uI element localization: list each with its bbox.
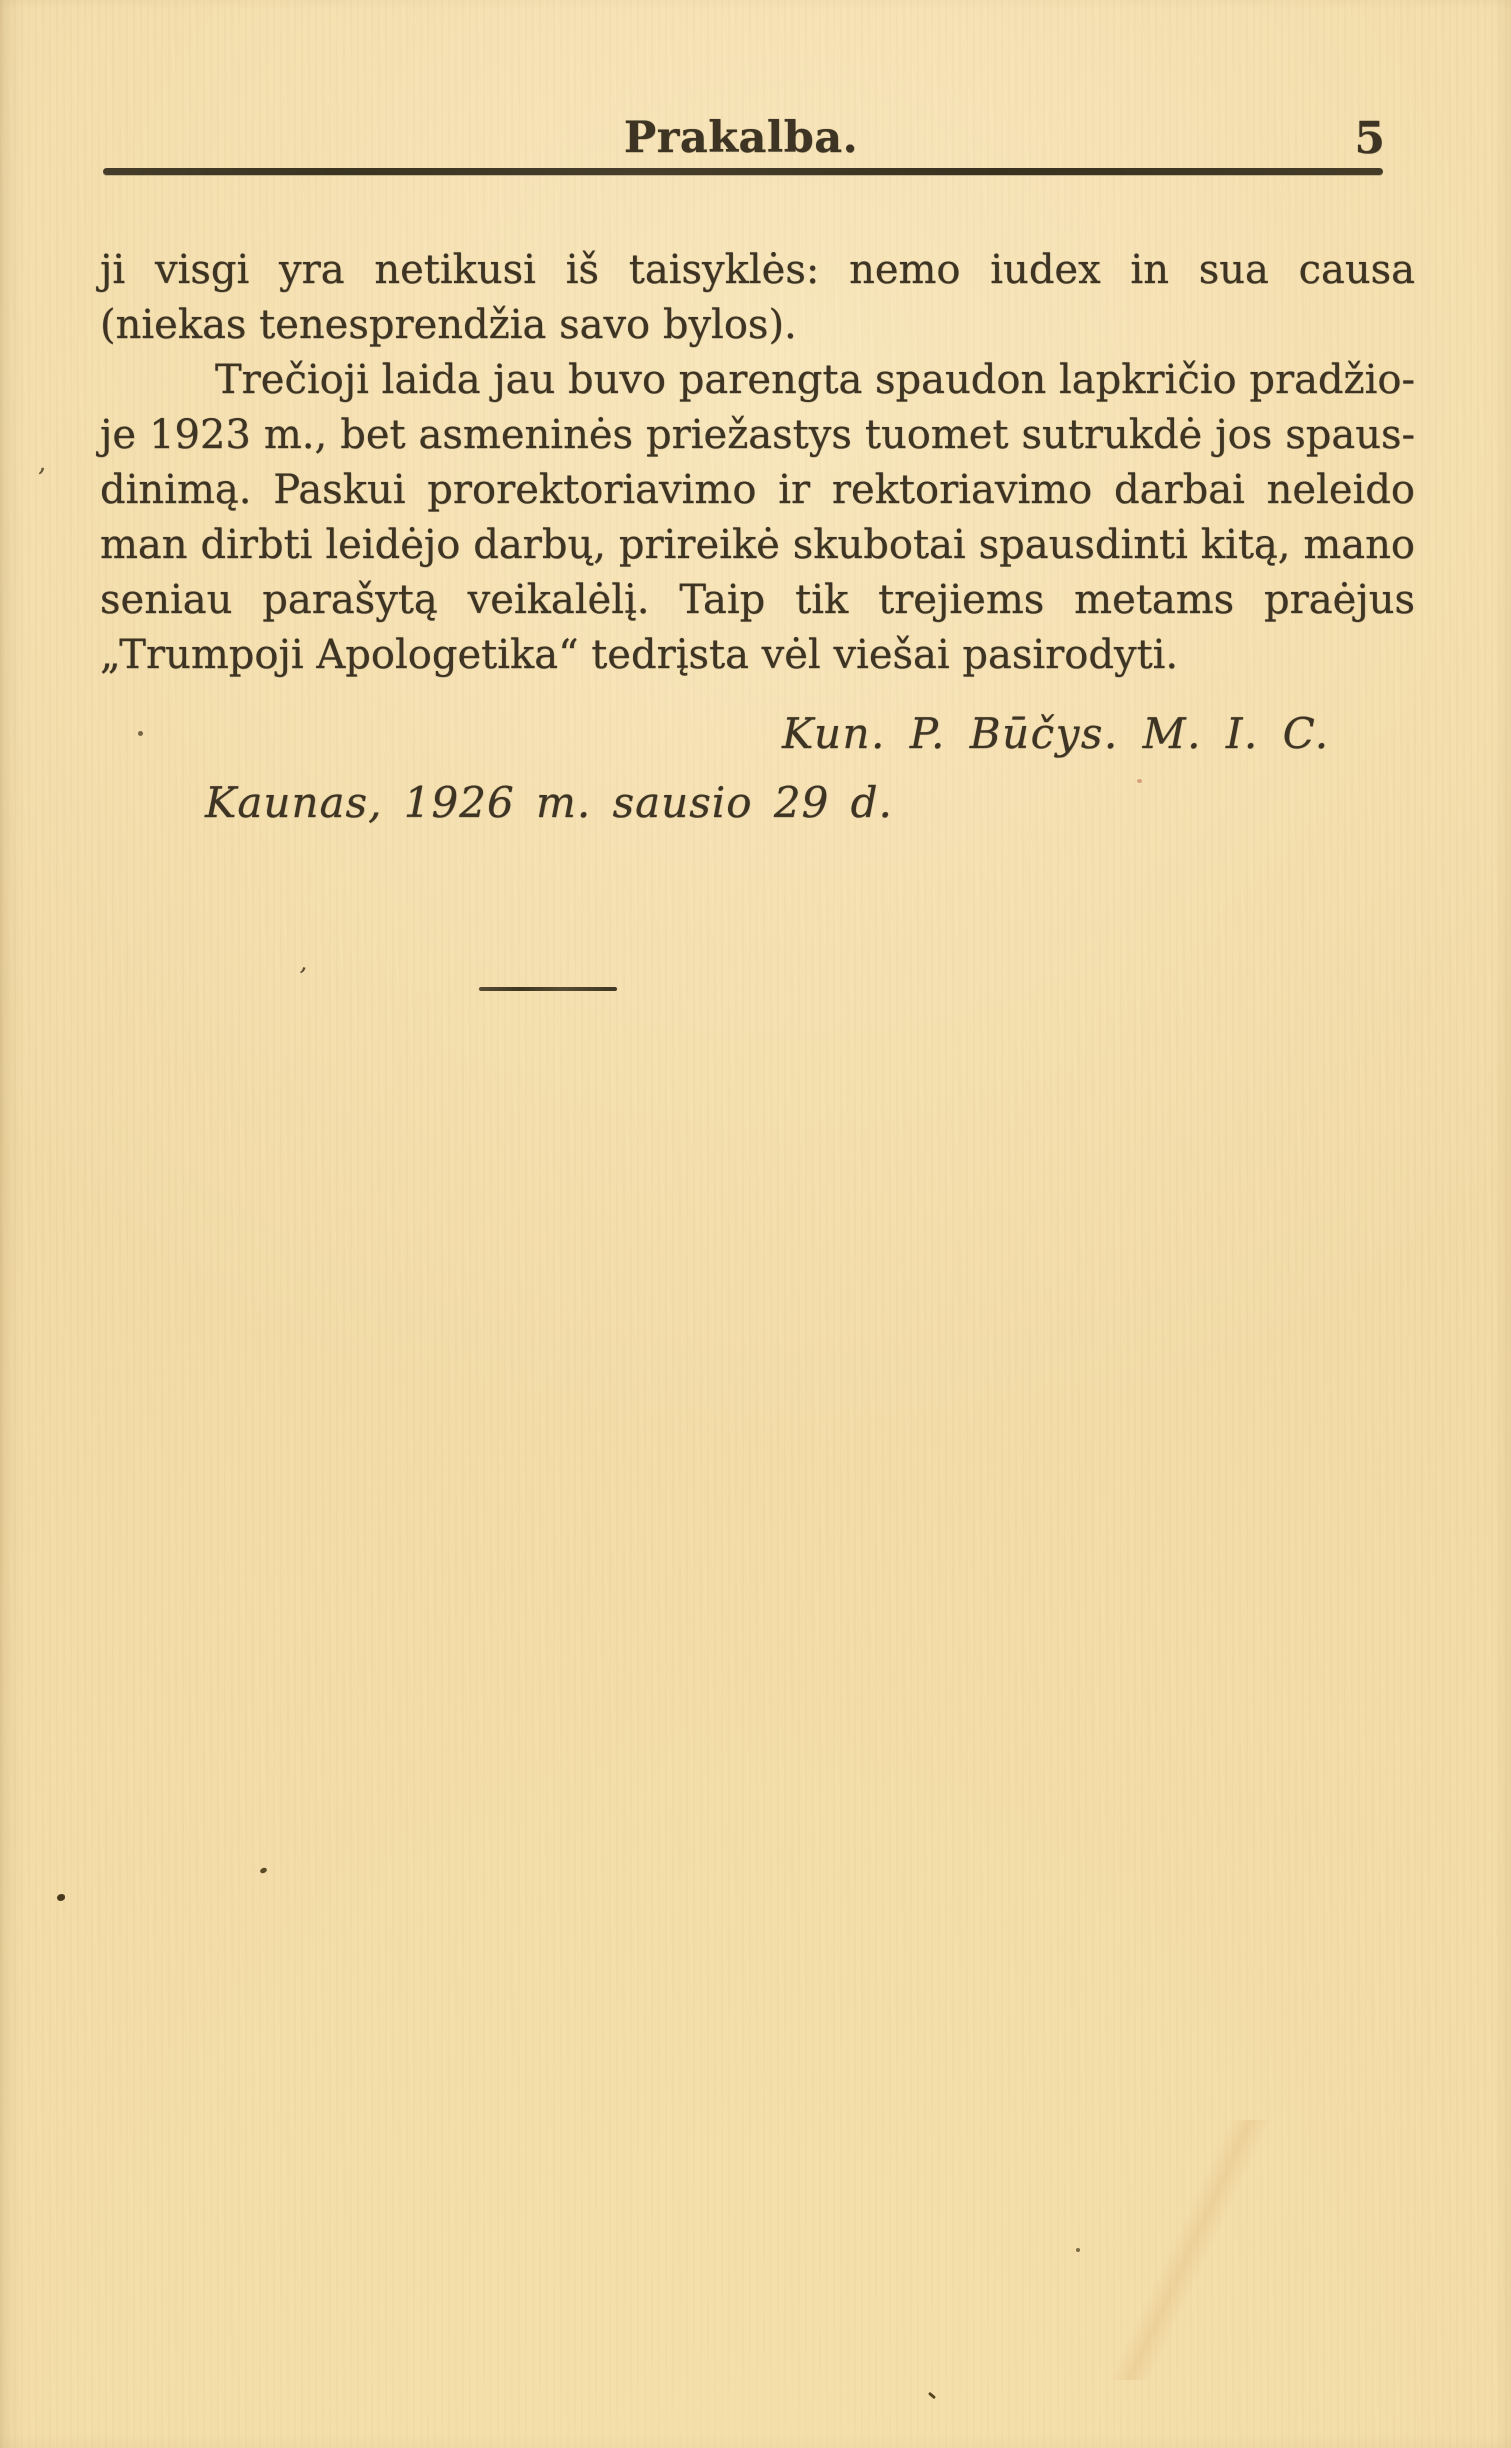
text-line-content: dinimą. Paskui prorektoriavimo ir rektoriavimo darbai neleido — [100, 467, 1415, 513]
section-divider — [479, 987, 617, 991]
paper-speck — [259, 1867, 267, 1874]
paper-speck — [928, 2392, 936, 2399]
page-number: 5 — [1354, 113, 1385, 164]
body-text — [100, 243, 1415, 683]
signature-author: Kun. P. Būčys. M. I. C. — [782, 709, 1330, 758]
text-line — [100, 408, 1415, 463]
paper-speck — [1137, 779, 1142, 783]
paper-stray-mark: ’ — [33, 461, 48, 496]
text-line — [100, 463, 1415, 518]
text-line — [100, 628, 1415, 683]
text-line — [100, 298, 1415, 353]
page-title: Prakalba. — [623, 113, 859, 163]
paper-speck — [1076, 2248, 1080, 2252]
text-line-content: (niekas tenesprendžia savo bylos). — [100, 302, 797, 348]
paper-stray-mark — [138, 731, 143, 736]
paper-speck — [57, 1894, 65, 1901]
text-line — [100, 518, 1415, 573]
text-line-content: Trečioji laida jau buvo parengta spaudon lapkričio pradžio- — [215, 357, 1415, 403]
text-line-content: „Trumpoji Apologetika“ tedrįsta vėl viešai pasirodyti. — [100, 632, 1179, 678]
paper-stray-mark: ʼ — [292, 962, 308, 994]
text-line — [100, 243, 1415, 298]
text-line-content: je 1923 m., bet asmeninės priežastys tuomet sutrukdė jos spaus- — [100, 412, 1415, 458]
paper-crease — [1080, 2120, 1300, 2380]
text-line-content: man dirbti leidėjo darbų, prireikė skubotai spausdinti kitą, mano — [100, 522, 1415, 568]
header-rule — [103, 168, 1383, 175]
text-line — [100, 353, 1415, 408]
text-line-content: seniau parašytą veikalėlį. Taip tik trejiems metams praėjus — [100, 577, 1415, 623]
text-line-content: ji visgi yra netikusi iš taisyklės: nemo iudex in sua causa — [100, 247, 1415, 293]
signature-dateline: Kaunas, 1926 m. sausio 29 d. — [205, 778, 893, 827]
text-line — [100, 573, 1415, 628]
